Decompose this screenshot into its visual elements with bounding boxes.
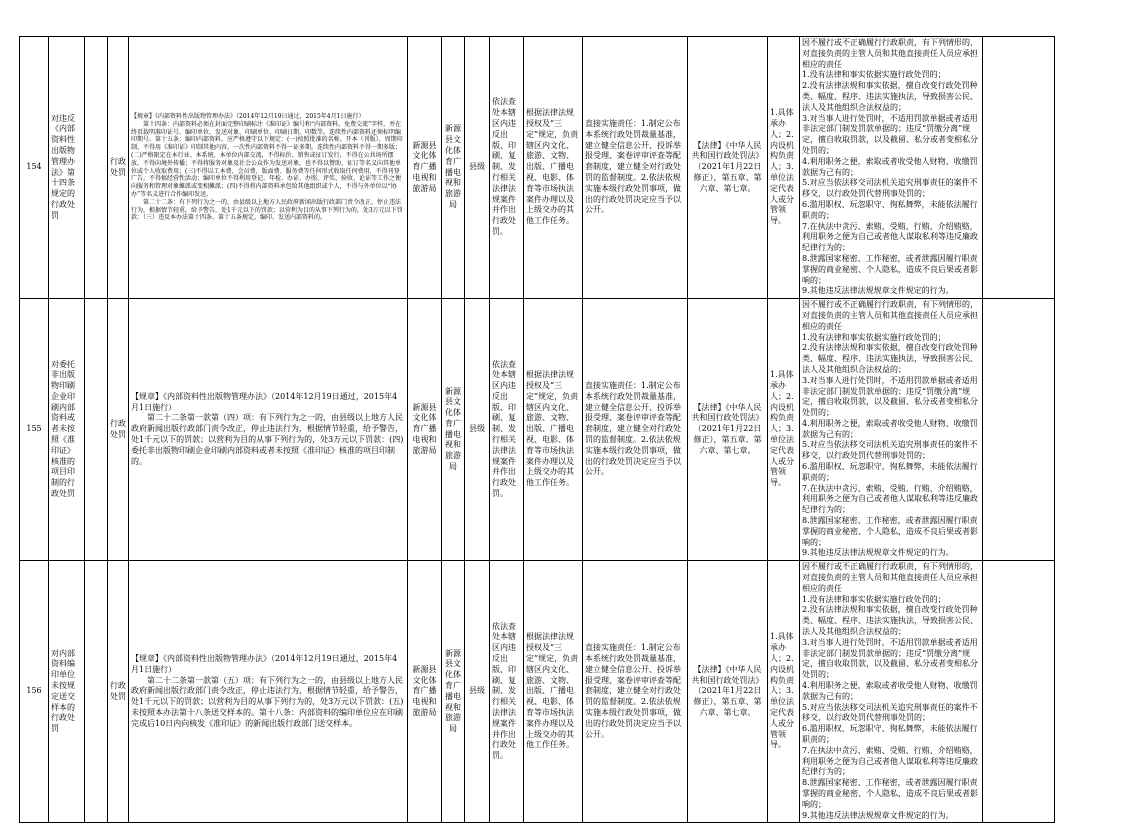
accountability-item: 7.在执法中贪污、索贿、受贿、行贿、介绍贿赂，利用职务之便为自己或者他人谋取私利等违反廉政纪律行为的；	[802, 745, 978, 777]
legal-basis-paragraph: 第二十二条第一款第（五）项：有下列行为之一的，由县级以上地方人民政府新闻出版行政部门责令改正，停止违法行为，根据情节轻重，给予警告，处1千元以下的罚款；以营利为目的从事下列行为的，处3万元以下罚款：(五)未按照本办法第十八条送交样本的。第十八条：内部资料的编印单位应在印刷完成后10日内向核发《准印证》的新闻出版行政部门送交样本。	[131, 675, 404, 728]
table-row	[20, 37, 1055, 299]
accountability-item: 2.没有法律法规和事实依据，擅自改变行政处罚种类、幅度、程序、违法实施执法，导致损害公民、法人及其他组织合法权益的；	[802, 81, 978, 112]
accountability-item: 5.对应当依法移交司法机关追究刑事责任的案件不移交，以行政处罚代替刑事处罚的；	[802, 178, 978, 199]
accountability-item: 8.泄露国家秘密、工作秘密，或者泄露因履行职责掌握的商业秘密、个人隐私，造成不良后果或者影响的；	[802, 778, 978, 809]
accountability-item: 5.对应当依法移交司法机关追究刑事责任的案件不移交，以行政处罚代替刑事处罚的；	[802, 702, 978, 723]
legal-basis	[129, 37, 408, 299]
accountable-persons: 1.具体承办人；2.内设机构负责人；3.单位法定代表人或分管领导。	[768, 299, 800, 561]
sub-item-cell	[85, 299, 108, 561]
item-name: 对内部资料编印单位未按规定送交样本的行政处罚	[49, 561, 85, 823]
legal-basis-paragraph: 第十四条：内部资料必须在封面完整印刷标注《准印证》编号和“内部资料，免费交流”字样，并在终页载明准印证号、编印单位、发送对象、印刷单位、印刷日期、印数等。连续性内部资料还须标明编印期号。第十五条：编印内部资料，应严格遵守以下规定：(一)按照批准的名称、开本（刊版）、周期印制，不得用《准印证》印制其他内容，一次性内部资料不得一证多期。连续性内部资料不得一期多版；(二)严格限定在本行业、本系统、本单位内部交流，不得标价、销售或征订发行，不得在公共场所摆放，不得向境外传播；不得将服务对象及社会公众作为发送对象，也不得以赞助、征订等名义向其他单位或个人收取费用；(三)不得以工本费、会员费、版面费、服务费等任何形式收取任何费用，不得刊登广告，不得搞经营性活动；编印单位不得利用登记、年检、办证、办照、评奖、验收、论证等工作之便向服务和管理对象摊派或变相摊派；(四)不得将内部资料承包给其他组织或个人，不得与外单位以“协办”等名义进行合作编印发送。	[131, 120, 403, 198]
legal-basis	[129, 299, 408, 561]
duty-matters: 直接实施责任：1.制定公布本系统行政处罚裁量基准，建立健全信息公开、投诉举报受理、案卷评审评查等配套制度，建立健全对行政处罚的监督制度。2.依法依规实施本级行政处罚事项，做出的行政处罚决定应当予以公开。	[583, 299, 688, 561]
accountability-item: 6.滥用职权、玩忽职守、徇私舞弊，未能依法履行职责的；	[802, 462, 978, 482]
responsible-department: 新源县文化体育广播电视和旅游局	[442, 299, 465, 561]
authority-basis: 根据法律法规授权及“三定”规定，负责辖区内文化、旅游、文物、出版、广播电视、电影、体育等市场执法案件办理以及上级交办的其他工作任务。	[524, 561, 583, 823]
power-type: 行政处罚	[108, 561, 129, 823]
accountability-item: 1.没有法律和事实依据实施行政处罚的；	[802, 70, 946, 80]
duty-basis: 【法律】《中华人民共和国行政处罚法》（2021年1月22日修正），第五章、第六章、第七章。	[688, 37, 768, 299]
power-type: 行政处罚	[108, 299, 129, 561]
sub-item-cell	[85, 561, 108, 823]
accountability-situations	[800, 299, 983, 561]
accountability-item: 6.滥用职权、玩忽职守、徇私舞弊，未能依法履行职责的；	[802, 199, 978, 220]
sub-item-cell	[85, 37, 108, 299]
legal-basis-paragraph: 【规章】《内部资料性出版物管理办法》（2014年12月19日通过，2015年4月1日施行）	[131, 654, 398, 674]
row-number: 154	[20, 37, 49, 299]
accountability-item: 3.对当事人进行处罚时，不适用罚款单据或者适用非法定部门制发罚款单据的；违反“罚缴分离”规定，擅自收取罚款，以及截留、私分或者变相私分处罚的；	[802, 113, 978, 155]
accountability-item: 3.对当事人进行处罚时，不适用罚款单据或者适用非法定部门制发罚款单据的；违反“罚缴分离”规定，擅自收取罚款，以及截留、私分或者变相私分处罚的；	[802, 637, 978, 680]
accountability-item: 2.没有法律法规和事实依据，擅自改变行政处罚种类、幅度、程序、违法实施执法，导致损害公民、法人及其他组织合法权益的；	[802, 605, 978, 637]
accountability-item: 5.对应当依法移交司法机关追究刑事责任的案件不移交，以行政处罚代替刑事处罚的；	[802, 440, 978, 461]
legal-basis	[129, 561, 408, 823]
exercise-level: 县级	[465, 299, 490, 561]
accountability-item: 4.利用职务之便，索取或者收受他人财物、收缴罚款据为己有的；	[802, 418, 978, 439]
accountability-item: 8.泄露国家秘密、工作秘密，或者泄露因履行职责掌握的商业秘密、个人隐私，造成不良后果或者影响的；	[802, 253, 978, 285]
exercise-level: 县级	[465, 37, 490, 299]
item-name: 对违反《内部资料性出版物管理办法》第十四条规定的行政处罚	[49, 37, 85, 299]
accountability-item: 因不履行或不正确履行行政职责，有下列情形的，对直接负责的主管人员和其他直接责任人员应承担相应的责任	[802, 562, 978, 593]
accountable-persons: 1.具体承办人；2.内设机构负责人；3.单位法定代表人或分管领导。	[768, 37, 800, 299]
duty-basis: 【法律】《中华人民共和国行政处罚法》（2021年1月22日修正），第五章、第六章、第七章。	[688, 299, 768, 561]
remarks-cell	[983, 37, 1055, 299]
accountability-item: 1.没有法律和事实依据实施行政处罚的；	[802, 332, 946, 342]
accountable-persons: 1.具体承办人；2.内设机构负责人；3.单位法定代表人或分管领导。	[768, 561, 800, 823]
legal-basis-paragraph: 第二十二条：有下列行为之一的，由县级以上地方人民政府新闻出版行政部门责令改正，停止违法行为，根据情节轻重，给予警告，处1千元以下的罚款；以营利为目的从事下列行为的，处3万元以下罚款：（三）违反本办法第十四条、第十五条规定，编印、发送内部资料的。	[131, 198, 403, 222]
power-list-table	[19, 36, 1055, 823]
legal-basis-paragraph: 第二十二条第一款第（四）项：有下列行为之一的，由县级以上地方人民政府新闻出版行政部门责令改正，停止违法行为，根据情节轻重，给予警告，处1千元以下的罚款；以营利为目的从事下列行为的，处3万元以下罚款：(四)委托非出版物印刷企业印刷内部资料或者未按照《准印证》核准的项目印制的。	[131, 413, 404, 466]
accountability-item: 9.其他违反法律法规规章文件规定的行为。	[802, 286, 954, 296]
table-row	[20, 299, 1055, 561]
authority-basis: 根据法律法规授权及“三定”规定，负责辖区内文化、旅游、文物、出版、广播电视、电影、体育等市场执法案件办理以及上级交办的其他工作任务。	[524, 299, 583, 561]
implementing-subject: 新源县文化体育广播电视和旅游局	[408, 561, 442, 823]
accountability-item: 4.利用职务之便，索取或者收受他人财物、收缴罚款据为己有的；	[802, 681, 978, 701]
implementing-subject: 新源县文化体育广播电视和旅游局	[408, 37, 442, 299]
accountability-item: 7.在执法中贪污、索贿、受贿、行贿、介绍贿赂，利用职务之便为自己或者他人谋取私利等违反廉政纪律行为的；	[802, 221, 978, 253]
accountability-item: 1.没有法律和事实依据实施行政处罚的；	[802, 594, 946, 604]
duty-matters: 直接实施责任：1.制定公布本系统行政处罚裁量基准，建立健全信息公开、投诉举报受理、案卷评审评查等配套制度，建立健全对行政处罚的监督制度。2.依法依规实施本级行政处罚事项，做出的行政处罚决定应当予以公开。	[583, 37, 688, 299]
authority-basis: 根据法律法规授权及“三定”规定，负责辖区内文化、旅游、文物、出版、广播电视、电影、体育等市场执法案件办理以及上级交办的其他工作任务。	[524, 37, 583, 299]
row-number: 155	[20, 299, 49, 561]
accountability-item: 9.其他违反法律法规规章文件规定的行为。	[802, 810, 954, 820]
responsible-department: 新源县文化体育广播电视和旅游局	[442, 37, 465, 299]
legal-basis-paragraph: 【规章】《内部资料性出版物管理办法》（2014年12月19日通过，2015年4月1日施行）	[131, 391, 398, 412]
accountability-item: 7.在执法中贪污、索贿、受贿、行贿、介绍贿赂，利用职务之便为自己或者他人谋取私利等违反廉政纪律行为的；	[802, 483, 978, 515]
accountability-item: 6.滥用职权、玩忽职守、徇私舞弊，未能依法履行职责的；	[802, 724, 978, 744]
accountability-item: 4.利用职务之便，索取或者收受他人财物、收缴罚款据为己有的；	[802, 156, 978, 177]
remarks-cell	[983, 561, 1055, 823]
table-row	[20, 561, 1055, 823]
accountability-situations	[800, 561, 983, 823]
duty-basis: 【法律】《中华人民共和国行政处罚法》（2021年1月22日修正），第五章、第六章、第七章。	[688, 561, 768, 823]
item-name: 对委托非出版物印刷企业印刷内部资料或者未按照《准印证》核准的项目印制的行政处罚	[49, 299, 85, 561]
row-number: 156	[20, 561, 49, 823]
accountability-item: 因不履行或不正确履行行政职责，有下列情形的，对直接负责的主管人员和其他直接责任人员应承担相应的责任	[802, 38, 978, 69]
accountability-item: 因不履行或不正确履行行政职责，有下列情形的，对直接负责的主管人员和其他直接责任人员应承担相应的责任	[802, 300, 978, 331]
tasks-cell: 依法查处本辖区内违反出版、印刷、复制、发行相关法律法规案件并作出行政处罚。	[490, 561, 524, 823]
duty-matters: 直接实施责任：1.制定公布本系统行政处罚裁量基准，建立健全信息公开、投诉举报受理、案卷评审评查等配套制度，建立健全对行政处罚的监督制度。2.依法依规实施本级行政处罚事项，做出的行政处罚决定应当予以公开。	[583, 561, 688, 823]
accountability-item: 3.对当事人进行处罚时，不适用罚款单据或者适用非法定部门制发罚款单据的；违反“罚缴分离”规定，擅自收取罚款，以及截留、私分或者变相私分处罚的；	[802, 375, 978, 418]
accountability-item: 8.泄露国家秘密、工作秘密，或者泄露因履行职责掌握的商业秘密、个人隐私，造成不良后果或者影响的；	[802, 516, 978, 547]
remarks-cell	[983, 299, 1055, 561]
exercise-level: 县级	[465, 561, 490, 823]
legal-basis-paragraph: 【规章】《内部资料性出版物管理办法》（2014年12月19日通过，2015年4月1日施行）	[131, 112, 365, 120]
power-type: 行政处罚	[108, 37, 129, 299]
responsible-department: 新源县文化体育广播电视和旅游局	[442, 561, 465, 823]
accountability-situations	[800, 37, 983, 299]
accountability-item: 9.其他违反法律法规规章文件规定的行为。	[802, 548, 954, 558]
tasks-cell: 依法查处本辖区内违反出版、印刷、复制、发行相关法律法规案件并作出行政处罚。	[490, 37, 524, 299]
implementing-subject: 新源县文化体育广播电视和旅游局	[408, 299, 442, 561]
accountability-item: 2.没有法律法规和事实依据，擅自改变行政处罚种类、幅度、程序、违法实施执法，导致损害公民、法人及其他组织合法权益的；	[802, 343, 978, 374]
tasks-cell: 依法查处本辖区内违反出版、印刷、复制、发行相关法律法规案件并作出行政处罚。	[490, 299, 524, 561]
